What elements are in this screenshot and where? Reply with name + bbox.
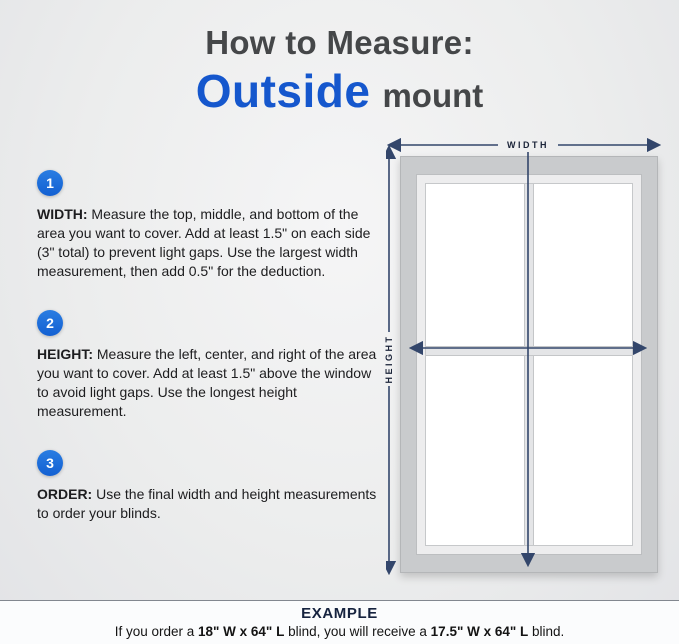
- example-sentence: [0, 624, 679, 639]
- step-1-badge: 1: [37, 170, 63, 196]
- step-2-badge: 2: [37, 310, 63, 336]
- step-1-text: [37, 205, 379, 281]
- title-line1: How to Measure:: [205, 24, 474, 61]
- window-measure-diagram: [386, 136, 668, 586]
- title-highlight: Outside: [195, 65, 371, 117]
- step-3-text: [37, 485, 379, 523]
- step-3-body: Use the final width and height measurements to order your blinds.: [37, 486, 377, 522]
- example-part2: blind, you will receive a: [284, 624, 431, 639]
- height-arrow-label: HEIGHT: [384, 334, 394, 384]
- example-part1: If you order a: [114, 624, 198, 639]
- step-2-body: Measure the left, center, and right of the area you want to cover. Add at least 1.5" above the window to avoid light gaps. Use the longest height measurement.: [37, 346, 377, 420]
- step-2-text: [37, 345, 379, 421]
- example-heading: EXAMPLE: [301, 605, 378, 622]
- title-line2: [0, 64, 679, 118]
- step-2-label: HEIGHT:: [37, 346, 93, 362]
- page-title: [0, 24, 679, 118]
- example-part3: blind.: [528, 624, 565, 639]
- step-3-label: ORDER:: [37, 486, 93, 502]
- example-footer: [0, 600, 679, 644]
- width-arrow-label: WIDTH: [507, 140, 549, 150]
- step-height: [37, 310, 379, 421]
- step-1-label: WIDTH:: [37, 206, 88, 222]
- example-received-size: 17.5" W x 64" L: [430, 624, 529, 639]
- step-order: [37, 450, 379, 523]
- step-width: [37, 170, 379, 281]
- step-1-body: Measure the top, middle, and bottom of the area you want to cover. Add at least 1.5" on each side (3" total) to prevent light gaps. Use the largest width measurement, then add 0.5" for the deduction.: [37, 206, 371, 280]
- title-suffix: mount: [382, 77, 484, 114]
- example-ordered-size: 18" W x 64" L: [198, 624, 285, 639]
- measurement-arrows: [386, 136, 668, 586]
- step-3-badge: 3: [37, 450, 63, 476]
